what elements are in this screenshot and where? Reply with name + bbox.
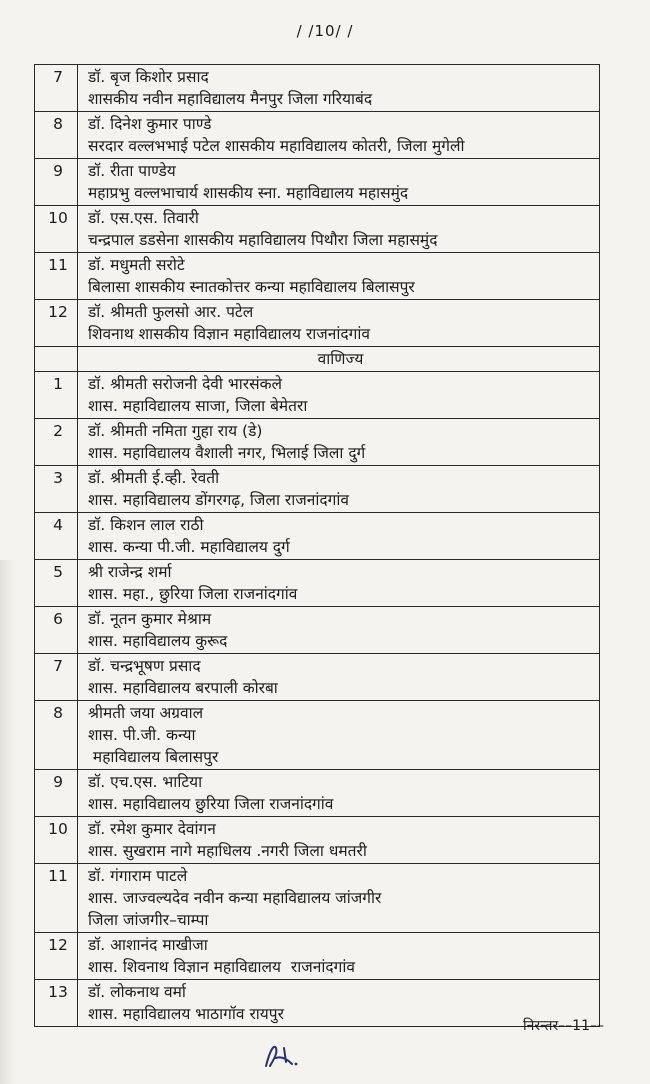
table-row bbox=[35, 980, 600, 1027]
section-heading-commerce: वाणिज्य bbox=[78, 347, 600, 372]
table-row bbox=[35, 607, 600, 654]
person-name: डॉ. दिनेश कुमार पाण्डे bbox=[88, 115, 212, 133]
page-number: / /10/ / bbox=[296, 22, 354, 40]
person-name: श्रीमती जया अग्रवाल bbox=[88, 704, 204, 722]
college-name: शासकीय नवीन महाविद्यालय मैनपुर जिला गरियाबंद bbox=[88, 90, 373, 108]
college-name: शास. कन्या पी.जी. महाविद्यालय दुर्ग bbox=[88, 538, 290, 556]
person-name: डॉ. श्रीमती ई.व्ही. रेवती bbox=[88, 469, 220, 487]
entry-cell bbox=[78, 607, 600, 654]
entry-cell bbox=[78, 513, 600, 560]
person-name: डॉ. बृज किशोर प्रसाद bbox=[88, 68, 209, 86]
person-name: श्री राजेन्द्र शर्मा bbox=[88, 563, 172, 581]
serial-number: 8 bbox=[35, 701, 78, 770]
serial-number: 12 bbox=[35, 300, 78, 347]
college-name: महाप्रभु वल्लभाचार्य शासकीय स्ना. महाविद्यालय महासमुंद bbox=[88, 184, 409, 202]
continued-note: निरन्तर––11–– bbox=[523, 1018, 604, 1034]
entry-cell bbox=[78, 253, 600, 300]
table-row bbox=[35, 372, 600, 419]
entry-cell bbox=[78, 112, 600, 159]
serial-number: 7 bbox=[35, 65, 78, 112]
person-name: डॉ. श्रीमती सरोजनी देवी भारसंकले bbox=[88, 375, 283, 393]
serial-number: 12 bbox=[35, 933, 78, 980]
entry-cell bbox=[78, 159, 600, 206]
table-row bbox=[35, 513, 600, 560]
district-name: जिला जांजगीर–चाम्पा bbox=[88, 911, 209, 929]
college-name: शास. महाविद्यालय भाठागॉव रायपुर bbox=[88, 1005, 284, 1023]
person-name: डॉ. श्रीमती फुलसो आर. पटेल bbox=[88, 303, 254, 321]
college-name: बिलासा शासकीय स्नातकोत्तर कन्या महाविद्यालय बिलासपुर bbox=[88, 278, 415, 296]
serial-number: 2 bbox=[35, 419, 78, 466]
table-row bbox=[35, 654, 600, 701]
entry-cell bbox=[78, 770, 600, 817]
person-name: डॉ. एच.एस. भाटिया bbox=[88, 773, 203, 791]
serial-number: 10 bbox=[35, 817, 78, 864]
entry-cell bbox=[78, 300, 600, 347]
table-row bbox=[35, 817, 600, 864]
person-name: डॉ. रमेश कुमार देवांगन bbox=[88, 820, 216, 838]
table-row bbox=[35, 770, 600, 817]
person-name: डॉ. रीता पाण्डेय bbox=[88, 162, 176, 180]
college-name: शास. महाविद्यालय साजा, जिला बेमेतरा bbox=[88, 397, 308, 415]
college-name: शास. सुखराम नागे महाधिलय .नगरी जिला धमतरी bbox=[88, 842, 367, 860]
college-name: शास. पी.जी. कन्या bbox=[88, 726, 196, 744]
serial-number: 3 bbox=[35, 466, 78, 513]
person-name: डॉ. एस.एस. तिवारी bbox=[88, 209, 199, 227]
table-row bbox=[35, 701, 600, 770]
person-name: डॉ. चन्द्रभूषण प्रसाद bbox=[88, 657, 201, 675]
faculty-list-table bbox=[34, 64, 600, 1027]
person-name: डॉ. नूतन कुमार मेश्राम bbox=[88, 610, 212, 628]
table-row bbox=[35, 253, 600, 300]
serial-number: 8 bbox=[35, 112, 78, 159]
college-name: चन्द्रपाल डडसेना शासकीय महाविद्यालय पिथौरा जिला महासमुंद bbox=[88, 231, 438, 249]
serial-number: 9 bbox=[35, 770, 78, 817]
table-row bbox=[35, 300, 600, 347]
serial-number: 7 bbox=[35, 654, 78, 701]
serial-number: 9 bbox=[35, 159, 78, 206]
person-name: डॉ. आशानंद माखीजा bbox=[88, 936, 208, 954]
table-row bbox=[35, 933, 600, 980]
table-row bbox=[35, 864, 600, 933]
college-name: शास. महा., छुरिया जिला राजनांदगांव bbox=[88, 585, 298, 603]
table-row bbox=[35, 112, 600, 159]
table-row bbox=[35, 65, 600, 112]
table-row bbox=[35, 159, 600, 206]
college-name-continued: महाविद्यालय बिलासपुर bbox=[88, 748, 219, 766]
signature bbox=[258, 1040, 304, 1070]
entry-cell bbox=[78, 206, 600, 253]
entry-cell bbox=[78, 560, 600, 607]
entry-cell bbox=[78, 372, 600, 419]
scan-margin-shadow bbox=[0, 560, 14, 1084]
college-name: शास. महाविद्यालय कुरूद bbox=[88, 632, 228, 650]
college-name: शास. महाविद्यालय वैशाली नगर, भिलाई जिला दुर्ग bbox=[88, 444, 366, 462]
person-name: डॉ. गंगाराम पाटले bbox=[88, 867, 188, 885]
section-heading-row bbox=[35, 347, 600, 372]
entry-cell bbox=[78, 466, 600, 513]
table-row bbox=[35, 560, 600, 607]
entry-cell bbox=[78, 701, 600, 770]
serial-number: 11 bbox=[35, 864, 78, 933]
entry-cell bbox=[78, 65, 600, 112]
college-name: शास. जाज्वल्यदेव नवीन कन्या महाविद्यालय जांजगीर bbox=[88, 889, 382, 907]
serial-number: 10 bbox=[35, 206, 78, 253]
table-row bbox=[35, 419, 600, 466]
entry-cell bbox=[78, 654, 600, 701]
table-row bbox=[35, 466, 600, 513]
entry-cell bbox=[78, 980, 600, 1027]
serial-number: 5 bbox=[35, 560, 78, 607]
person-name: डॉ. श्रीमती नमिता गुहा राय (डे) bbox=[88, 422, 263, 440]
serial-number: 11 bbox=[35, 253, 78, 300]
entry-cell bbox=[78, 864, 600, 933]
entry-cell bbox=[78, 817, 600, 864]
college-name: शास. महाविद्यालय बरपाली कोरबा bbox=[88, 679, 278, 697]
serial-number: 13 bbox=[35, 980, 78, 1027]
person-name: डॉ. मधुमती सरोटे bbox=[88, 256, 185, 274]
college-name: शास. शिवनाथ विज्ञान महाविद्यालय राजनांदगांव bbox=[88, 958, 355, 976]
entry-cell bbox=[78, 419, 600, 466]
table-row bbox=[35, 206, 600, 253]
person-name: डॉ. किशन लाल राठी bbox=[88, 516, 204, 534]
college-name: शास. महाविद्यालय छुरिया जिला राजनांदगांव bbox=[88, 795, 334, 813]
serial-number: 4 bbox=[35, 513, 78, 560]
serial-number: 1 bbox=[35, 372, 78, 419]
college-name: शास. महाविद्यालय डोंगरगढ़, जिला राजनांदगांव bbox=[88, 491, 349, 509]
college-name: शिवनाथ शासकीय विज्ञान महाविद्यालय राजनांदगांव bbox=[88, 325, 371, 343]
college-name: सरदार वल्लभभाई पटेल शासकीय महाविद्यालय कोतरी, जिला मुगेली bbox=[88, 137, 465, 155]
serial-number: 6 bbox=[35, 607, 78, 654]
entry-cell bbox=[78, 933, 600, 980]
person-name: डॉ. लोकनाथ वर्मा bbox=[88, 983, 186, 1001]
empty-cell bbox=[35, 347, 78, 372]
